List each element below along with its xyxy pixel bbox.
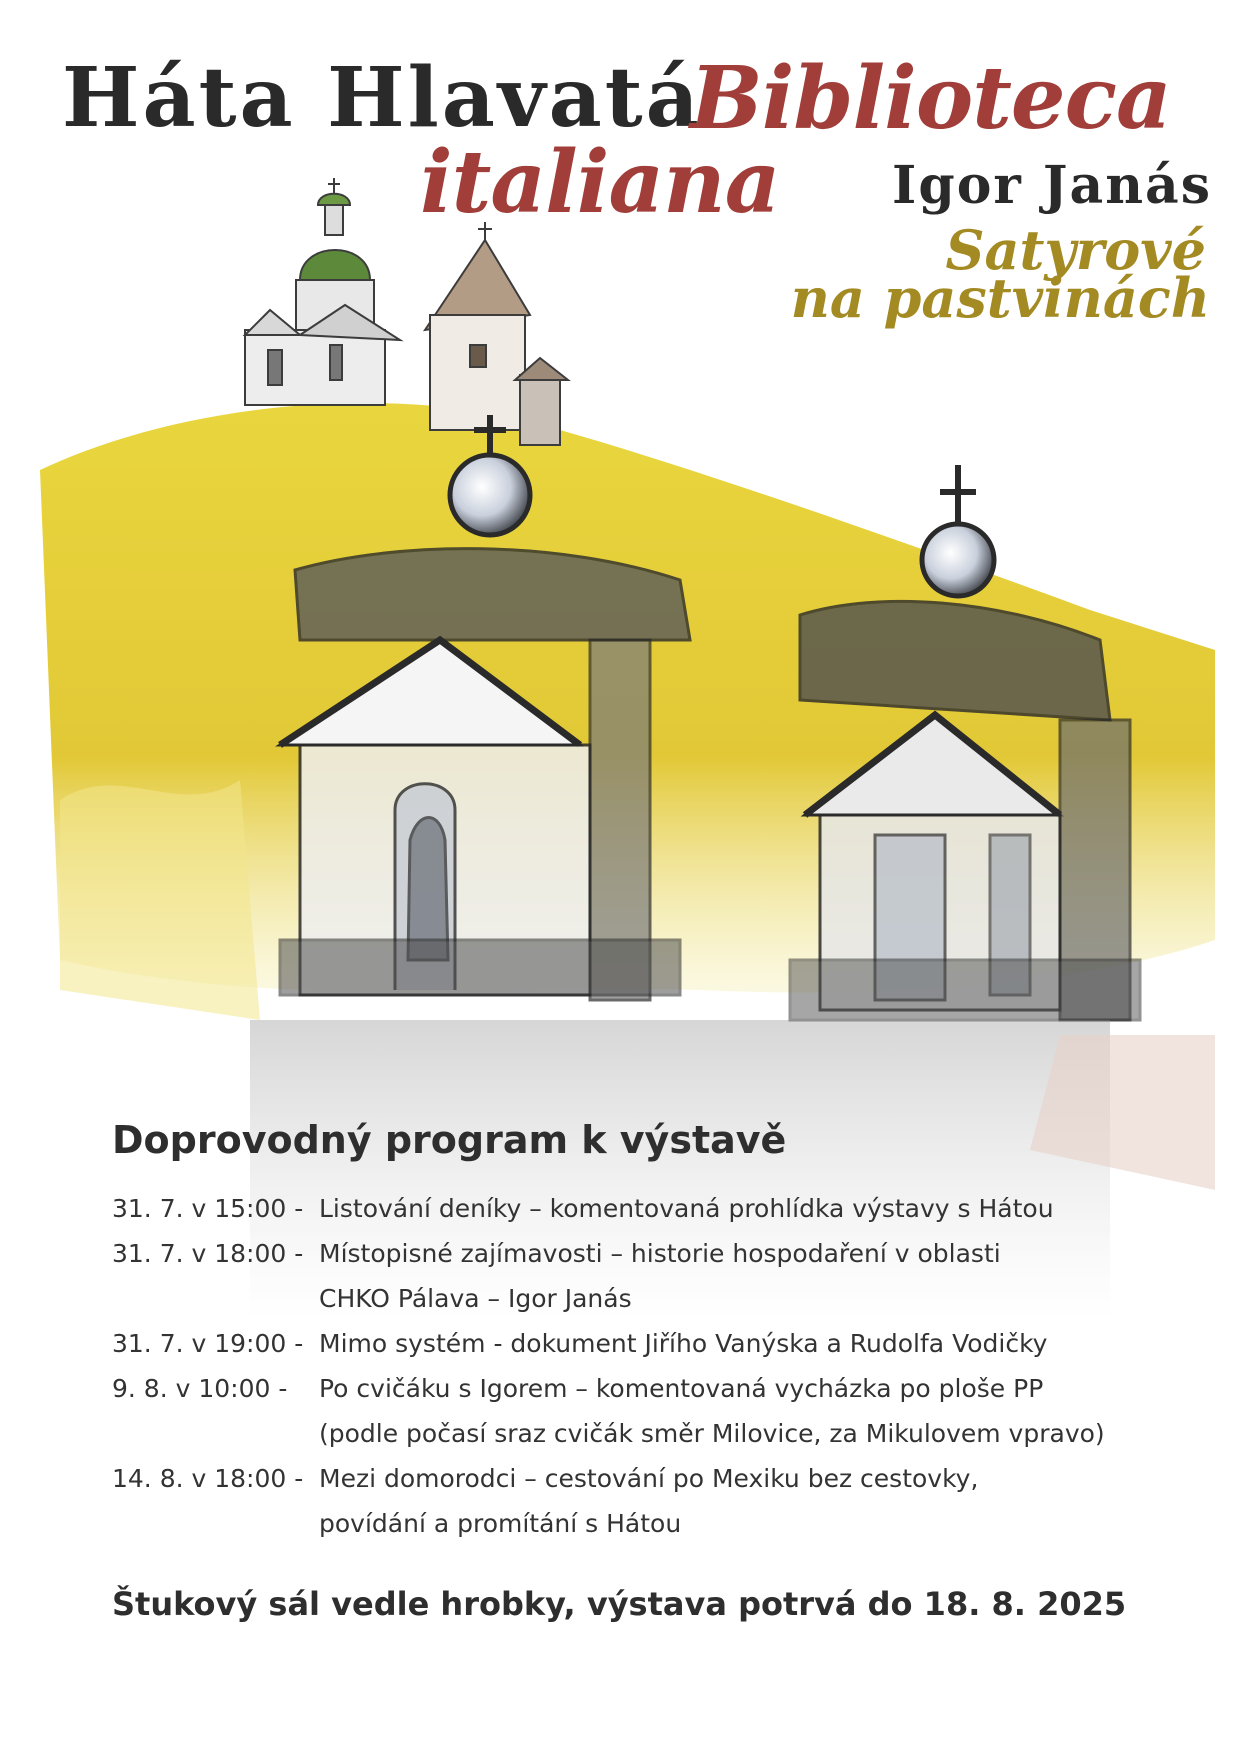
event-datetime: 31. 7. v 18:00 - (112, 1239, 304, 1268)
program-section (112, 1118, 1212, 1546)
right-orb-cross (922, 465, 994, 596)
venue-and-dates: Štukový sál vedle hrobky, výstava potrvá do 18. 8. 2025 (112, 1585, 1127, 1623)
event-datetime: 9. 8. v 10:00 - (112, 1374, 288, 1403)
program-event (112, 1231, 1212, 1321)
hilltop-chapel (245, 178, 400, 405)
event-datetime: 31. 7. v 19:00 - (112, 1329, 304, 1358)
event-description-line: (podle počasí sraz cvičák směr Milovice, za Mikulovem vpravo) (319, 1419, 1105, 1448)
program-event (112, 1366, 1212, 1456)
program-heading: Doprovodný program k výstavě (112, 1118, 787, 1162)
exhibition-title-2-line-2: na pastvinách (790, 266, 1210, 330)
author-hata-hlavata: Háta Hlavatá (62, 50, 702, 146)
program-event (112, 1456, 1212, 1546)
event-description (319, 1321, 1212, 1366)
left-tomb-chapel (280, 549, 690, 1000)
event-description-line: Mezi domorodci – cestování po Mexiku bez cestovky, (319, 1464, 979, 1493)
event-description-line: CHKO Pálava – Igor Janás (319, 1284, 632, 1313)
event-description (319, 1186, 1212, 1231)
right-tomb-chapel (790, 601, 1140, 1020)
author-igor-janas: Igor Janás (892, 155, 1212, 216)
event-description-line: povídání a promítání s Hátou (319, 1509, 682, 1538)
event-description (319, 1231, 1212, 1321)
event-description-line: Po cvičáku s Igorem – komentovaná vycházka po ploše PP (319, 1374, 1044, 1403)
tower-church (425, 222, 568, 445)
exhibition-title-2-line-1: Satyrové (945, 218, 1206, 282)
exhibition-title-1-line-2: italiana (420, 132, 780, 233)
event-description (319, 1456, 1212, 1546)
event-description-line: Mimo systém - dokument Jiřího Vanýska a Rudolfa Vodičky (319, 1329, 1048, 1358)
event-datetime: 14. 8. v 18:00 - (112, 1464, 304, 1493)
event-description-line: Listování deníky – komentovaná prohlídka výstavy s Hátou (319, 1194, 1054, 1223)
event-description (319, 1366, 1212, 1456)
program-event (112, 1186, 1212, 1231)
exhibition-title-1-line-1: Biblioteca (690, 48, 1171, 149)
event-description-line: Místopisné zajímavosti – historie hospodaření v oblasti (319, 1239, 1001, 1268)
program-event (112, 1321, 1212, 1366)
event-datetime: 31. 7. v 15:00 - (112, 1194, 304, 1223)
